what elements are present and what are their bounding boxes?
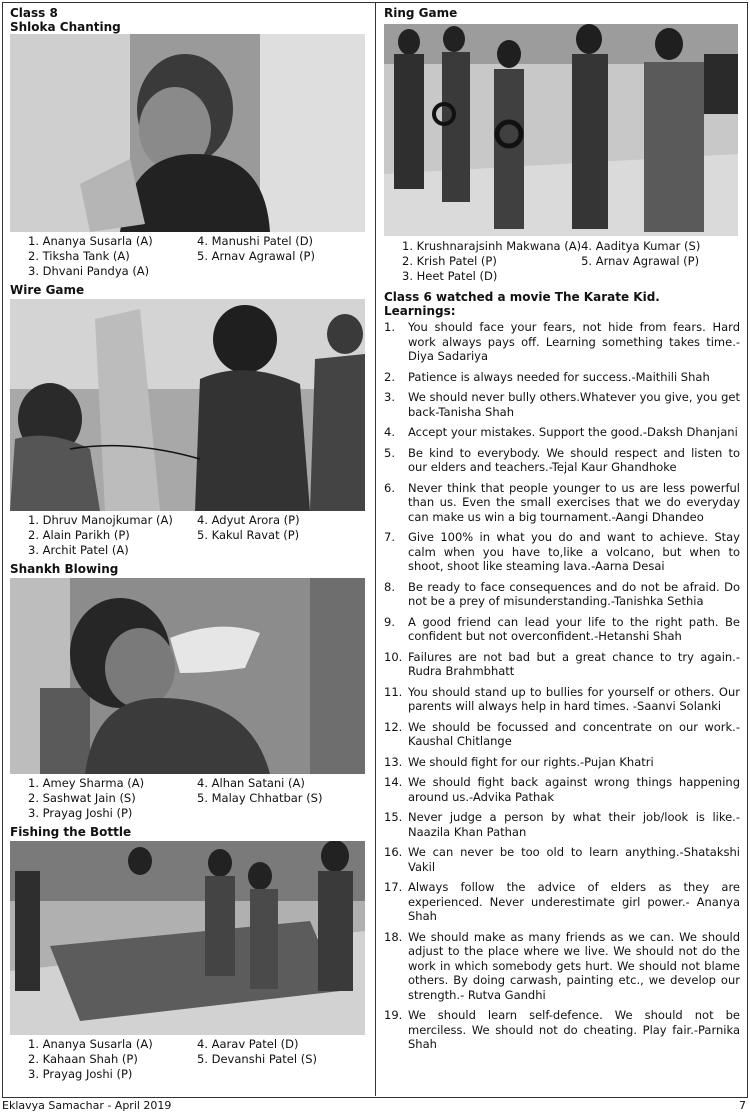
- column-divider: [375, 2, 376, 1096]
- item-number: 19.: [384, 1008, 403, 1022]
- names-ring: [402, 239, 740, 284]
- item-number: 6.: [384, 480, 395, 495]
- list-item: 2. Alain Parikh (P): [28, 528, 130, 542]
- item-number: 14.: [384, 775, 403, 789]
- list-item: 1. Ananya Susarla (A): [28, 234, 153, 248]
- item-number: 10.: [384, 649, 403, 664]
- list-item: [384, 720, 740, 749]
- list-item: 2. Tiksha Tank (A): [28, 249, 130, 263]
- photo-fishing-the-bottle: [10, 841, 365, 1035]
- item-text: We can never be too old to learn anything.-Shatakshi Vakil: [408, 845, 740, 874]
- list-item: 4. Alhan Satani (A): [197, 776, 305, 790]
- item-number: 17.: [384, 880, 403, 894]
- section-title-fishing: Fishing the Bottle: [10, 825, 132, 839]
- item-number: 1.: [384, 320, 395, 334]
- item-number: 13.: [384, 754, 403, 769]
- list-item: 3. Dhvani Pandya (A): [28, 264, 150, 278]
- item-text: Failures are not bad but a great chance to try again.-Rudra Brahmbhatt: [408, 649, 740, 678]
- list-item: 5. Kakul Ravat (P): [197, 528, 300, 542]
- section-title-shankh: Shankh Blowing: [10, 562, 119, 576]
- list-item: [384, 755, 740, 770]
- right-column: [384, 6, 740, 1058]
- item-text: Always follow the advice of elders as they are experienced. Never underestimate girl power.- Ananya Shah: [408, 880, 740, 923]
- list-item: [384, 615, 740, 644]
- list-item: 1. Amey Sharma (A): [28, 776, 145, 790]
- list-item: 2. Kahaan Shah (P): [28, 1052, 138, 1066]
- list-item: [384, 810, 740, 839]
- list-item: [384, 845, 740, 874]
- list-item: [384, 530, 740, 574]
- list-item: [384, 685, 740, 714]
- list-item: [384, 775, 740, 804]
- section-title-ring: Ring Game: [384, 6, 458, 20]
- list-item: [384, 425, 740, 440]
- item-text: Give 100% in what you do and want to achieve. Stay calm when you have to,like a volcano, but when to shoot, shoot like steaming lava.-Aarna Desai: [408, 530, 740, 573]
- learnings-label: Learnings:: [384, 304, 456, 318]
- list-item: 4. Aaditya Kumar (S): [581, 239, 701, 253]
- footer-publication: Eklavya Samachar - April 2019: [2, 1099, 172, 1112]
- item-text: Be kind to everybody. We should respect and listen to our elders and teachers.-Tejal Kaur Ghandhoke: [408, 445, 740, 474]
- list-item: [384, 650, 740, 679]
- item-number: 11.: [384, 684, 403, 699]
- item-text: You should face your fears, not hide from fears. Hard work always pays off. Learning something takes time.- Diya Sadariya: [408, 320, 740, 363]
- item-number: 7.: [384, 530, 395, 544]
- list-item: 1. Dhruv Manojkumar (A): [28, 513, 173, 527]
- section-title-shloka: Shloka Chanting: [10, 20, 121, 34]
- list-item: 5. Arnav Agrawal (P): [197, 249, 315, 263]
- item-text: We should fight for our rights.-Pujan Khatri: [408, 754, 654, 769]
- photo-shloka-chanting: [10, 34, 365, 232]
- list-item: 3. Archit Patel (A): [28, 543, 129, 557]
- left-column: [10, 6, 366, 1086]
- item-text: We should never bully others.Whatever you give, you get back-Tanisha Shah: [408, 390, 740, 419]
- list-item: 3. Prayag Joshi (P): [28, 1067, 133, 1081]
- list-item: 2. Sashwat Jain (S): [28, 791, 136, 805]
- list-item: [384, 320, 740, 364]
- list-item: 1. Krushnarajsinh Makwana (A): [402, 239, 582, 253]
- item-number: 12.: [384, 719, 403, 734]
- list-item: 4. Manushi Patel (D): [197, 234, 314, 248]
- learnings-list: [384, 320, 740, 1052]
- item-text: Never judge a person by what their job/look is like.-Naazila Khan Pathan: [408, 810, 740, 839]
- item-number: 9.: [384, 614, 395, 629]
- list-item: 5. Malay Chhatbar (S): [197, 791, 323, 805]
- list-item: 3. Prayag Joshi (P): [28, 806, 133, 820]
- list-item: [384, 370, 740, 385]
- photo-wire-game: [10, 299, 365, 511]
- item-number: 18.: [384, 929, 403, 944]
- list-item: 5. Devanshi Patel (S): [197, 1052, 318, 1066]
- list-item: [384, 481, 740, 525]
- item-text: A good friend can lead your life to the right path. Be confident but not overconfident.-Hetanshi Shah: [408, 614, 740, 643]
- movie-heading: Class 6 watched a movie The Karate Kid.: [384, 290, 660, 304]
- item-number: 4.: [384, 425, 395, 439]
- list-item: 4. Adyut Arora (P): [197, 513, 300, 527]
- photo-ring-game: [384, 24, 738, 236]
- names-shloka: [28, 234, 366, 279]
- item-number: 16.: [384, 845, 403, 859]
- item-text: Accept your mistakes. Support the good.-Daksh Dhanjani: [408, 425, 738, 439]
- section-title-wire: Wire Game: [10, 283, 85, 297]
- list-item: 3. Heet Patel (D): [402, 269, 498, 283]
- list-item: 5. Arnav Agrawal (P): [581, 254, 700, 268]
- names-shankh: [28, 776, 366, 821]
- list-item: 4. Aarav Patel (D): [197, 1037, 299, 1051]
- item-number: 8.: [384, 579, 395, 594]
- item-text: We should learn self-defence. We should not be merciless. We should not do cheating. Play fair.-Parnika Shah: [408, 1008, 740, 1051]
- names-fishing: [28, 1037, 366, 1082]
- item-number: 5.: [384, 445, 395, 460]
- list-item: 2. Krish Patel (P): [402, 254, 497, 268]
- item-text: You should stand up to bullies for yourself or others. Our parents will always help in hard times. -Saanvi Solanki: [408, 684, 740, 713]
- photo-shankh-blowing: [10, 578, 365, 774]
- item-number: 2.: [384, 369, 395, 384]
- list-item: [384, 930, 740, 1003]
- names-wire: [28, 513, 366, 558]
- list-item: 1. Ananya Susarla (A): [28, 1037, 153, 1051]
- list-item: [384, 580, 740, 609]
- list-item: [384, 390, 740, 419]
- list-item: [384, 1008, 740, 1052]
- item-number: 3.: [384, 390, 395, 404]
- item-text: We should make as many friends as we can. We should adjust to the place where we live. We should not do the work in which somebody gets hurt. We should not blame others. By doing carwash, painting etc., we develop our strength.- Rutva Gandhi: [408, 929, 740, 1002]
- item-text: Never think that people younger to us are less powerful than us. Even the small exercises that we do everyday can make us win a big tournament.-Aangi Dhandeo: [408, 480, 740, 524]
- list-item: [384, 446, 740, 475]
- page-number: 7: [739, 1099, 746, 1112]
- class-label: Class 8: [10, 6, 58, 20]
- item-text: Be ready to face consequences and do not be afraid. Do not be a prey of misunderstanding.-Tanishka Sethia: [408, 579, 740, 608]
- item-number: 15.: [384, 810, 403, 824]
- item-text: We should be focussed and concentrate on our work.-Kaushal Chitlange: [408, 719, 740, 748]
- list-item: [384, 880, 740, 924]
- item-text: We should fight back against wrong things happening around us.-Advika Pathak: [408, 775, 740, 804]
- item-text: Patience is always needed for success.-Maithili Shah: [408, 369, 710, 384]
